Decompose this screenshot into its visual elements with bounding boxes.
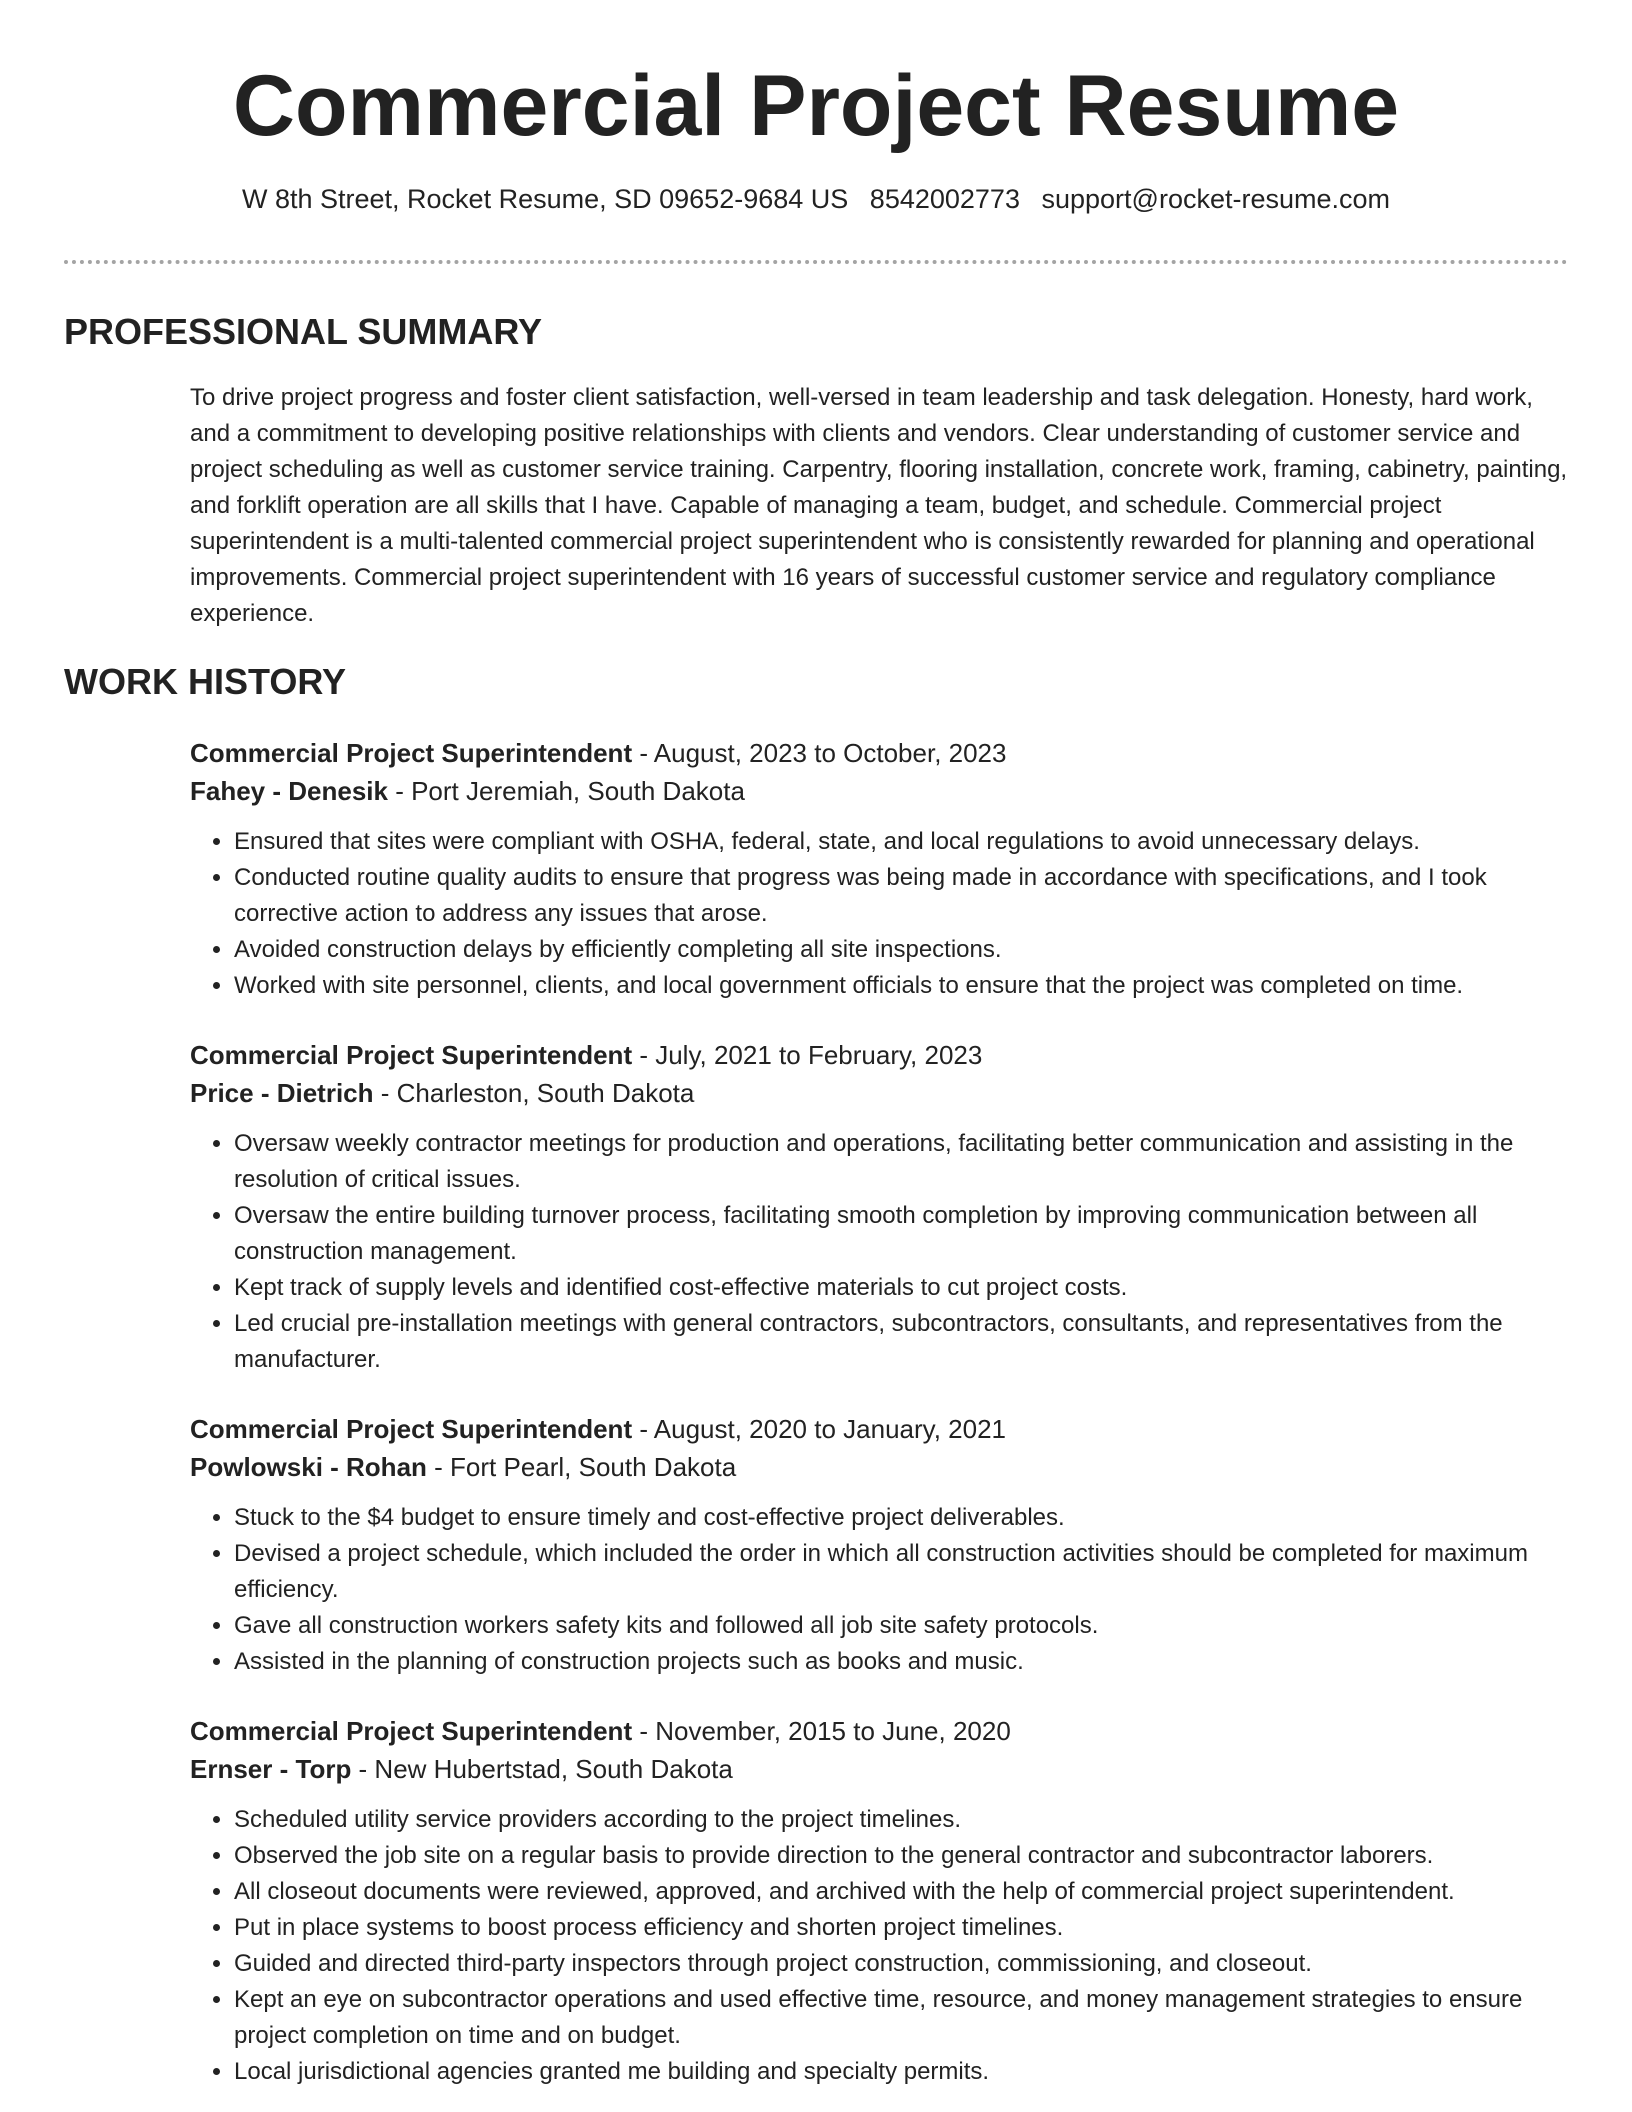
job-bullet: • Scheduled utility service providers according to the project timelines. xyxy=(234,1802,1568,1838)
job-company: Ernser - Torp xyxy=(190,1754,352,1784)
job-bullet: • Kept track of supply levels and identified cost-effective materials to cut project costs. xyxy=(234,1270,1568,1306)
job-bullet: • Gave all construction workers safety kits and followed all job site safety protocols. xyxy=(234,1608,1568,1644)
job-title-line xyxy=(190,1410,1568,1448)
contact-address: W 8th Street, Rocket Resume, SD 09652-9684 US xyxy=(241,184,849,214)
job-bullet: • Put in place systems to boost process efficiency and shorten project timelines. xyxy=(234,1910,1568,1946)
job-title: Commercial Project Superintendent xyxy=(190,738,633,768)
job-title-line xyxy=(190,1036,1568,1074)
job-title: Commercial Project Superintendent xyxy=(190,1716,633,1746)
job-entry xyxy=(190,1410,1568,1680)
contact-phone: 8542002773 xyxy=(869,184,1020,214)
job-dates: - November, 2015 to June, 2020 xyxy=(632,1716,1011,1746)
job-entry xyxy=(190,1036,1568,1378)
job-bullets xyxy=(190,824,1568,1004)
job-bullets xyxy=(190,1500,1568,1680)
job-company: Fahey - Denesik xyxy=(190,776,388,806)
job-list xyxy=(190,734,1568,2090)
summary-text: To drive project progress and foster client satisfaction, well-versed in team leadership and task delegation. Honesty, hard work, and a commitment to developing positive relationships with clients and vendors. Clear understanding of customer service and project scheduling as well as customer service training. Carpentry, flooring installation, concrete work, framing, cabinetry, painting, and forklift operation are all skills that I have. Capable of managing a team, budget, and schedule. Commercial project superintendent is a multi-talented commercial project superintendent who is consistently rewarded for planning and operational improvements. Commercial project superintendent with 16 years of successful customer service and regulatory compliance experience. xyxy=(190,384,1568,627)
job-title-line xyxy=(190,1712,1568,1750)
job-entry xyxy=(190,1712,1568,2090)
job-bullet: • Avoided construction delays by efficiently completing all site inspections. xyxy=(234,932,1568,968)
job-bullet: • Worked with site personnel, clients, and local government officials to ensure that the project was completed on time. xyxy=(234,968,1568,1004)
job-bullet: • Ensured that sites were compliant with OSHA, federal, state, and local regulations to avoid unnecessary delays. xyxy=(234,824,1568,860)
job-bullet: • Oversaw the entire building turnover process, facilitating smooth completion by improving communication between all construction management. xyxy=(234,1198,1568,1270)
job-location: - Port Jeremiah, South Dakota xyxy=(387,776,745,806)
job-company-line xyxy=(190,1750,1568,1788)
job-company: Powlowski - Rohan xyxy=(190,1452,427,1482)
job-bullet: • Conducted routine quality audits to ensure that progress was being made in accordance with specifications, and I took corrective action to address any issues that arose. xyxy=(234,860,1568,932)
job-location: - Fort Pearl, South Dakota xyxy=(426,1452,737,1482)
job-company: Price - Dietrich xyxy=(190,1078,374,1108)
job-dates: - August, 2020 to January, 2021 xyxy=(632,1414,1006,1444)
job-location: - New Hubertstad, South Dakota xyxy=(351,1754,733,1784)
job-bullet: • Oversaw weekly contractor meetings for production and operations, facilitating better communication and assisting in the resolution of critical issues. xyxy=(234,1126,1568,1198)
job-title-line xyxy=(190,734,1568,772)
job-bullet: • All closeout documents were reviewed, approved, and archived with the help of commercial project superintendent. xyxy=(234,1874,1568,1910)
job-bullet: • Led crucial pre-installation meetings with general contractors, subcontractors, consultants, and representatives from the manufacturer. xyxy=(234,1306,1568,1378)
job-location: - Charleston, South Dakota xyxy=(373,1078,695,1108)
contact-email: support@rocket-resume.com xyxy=(1041,184,1391,214)
work-history-heading: WORK HISTORY xyxy=(64,661,347,702)
job-bullet: • Guided and directed third-party inspectors through project construction, commissioning, and closeout. xyxy=(234,1946,1568,1982)
summary-heading: PROFESSIONAL SUMMARY xyxy=(64,311,543,352)
job-entry xyxy=(190,734,1568,1004)
job-bullet: • Devised a project schedule, which included the order in which all construction activities should be completed for maximum efficiency. xyxy=(234,1536,1568,1608)
job-title: Commercial Project Superintendent xyxy=(190,1040,633,1070)
job-dates: - August, 2023 to October, 2023 xyxy=(632,738,1007,768)
job-bullets xyxy=(190,1802,1568,2090)
job-title: Commercial Project Superintendent xyxy=(190,1414,633,1444)
job-bullet: • Stuck to the $4 budget to ensure timely and cost-effective project deliverables. xyxy=(234,1500,1568,1536)
job-bullet: • Local jurisdictional agencies granted me building and specialty permits. xyxy=(234,2054,1568,2090)
resume-title: Commercial Project Resume xyxy=(232,58,1400,154)
job-bullets xyxy=(190,1126,1568,1378)
job-bullet: • Assisted in the planning of construction projects such as books and music. xyxy=(234,1644,1568,1680)
job-company-line xyxy=(190,1448,1568,1486)
header-divider xyxy=(64,260,1568,264)
job-company-line xyxy=(190,1074,1568,1112)
job-bullet: • Observed the job site on a regular basis to provide direction to the general contractor and subcontractor laborers. xyxy=(234,1838,1568,1874)
contact-line xyxy=(64,182,1568,216)
job-bullet: • Kept an eye on subcontractor operations and used effective time, resource, and money management strategies to ensure project completion on time and on budget. xyxy=(234,1982,1568,2054)
job-company-line xyxy=(190,772,1568,810)
job-dates: - July, 2021 to February, 2023 xyxy=(632,1040,983,1070)
